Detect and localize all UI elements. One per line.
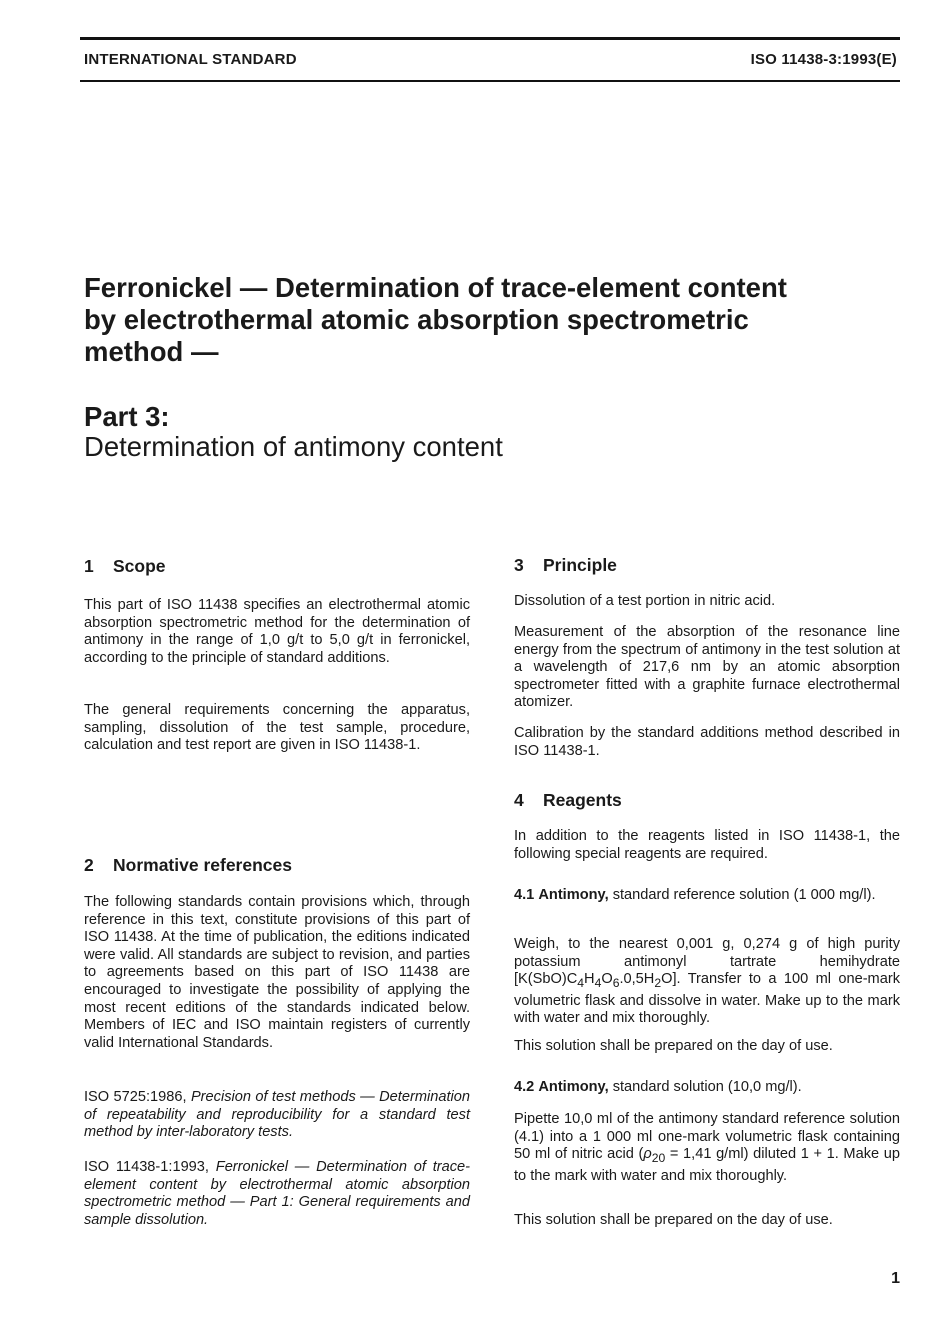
principle-paragraph-3: Calibration by the standard additions method described in ISO 11438-1. [514,725,900,759]
scope-paragraph-1: This part of ISO 11438 specifies an electrothermal atomic absorption spectrometric method for the determination of antimony in the range of 1,0 g/t to 5,0 g/t in ferronickel, according to the principle of standard additions. [84,597,470,666]
principle-paragraph-2: Measurement of the absorption of the resonance line energy from the spectrum of antimony in the test solution at a wavelength of 217,6 nm by an atomic absorption spectrometer fitted with a graphite furnace electrothermal atomizer. [514,624,900,711]
header-rule-top [80,37,900,40]
reagent-4-2-paragraph-1: Pipette 10,0 ml of the antimony standard reference solution (4.1) into a 1 000 ml one-mark volumetric flask containing 50 ml of nitric acid ($\rho_{20} = 1,41$ g/ml) diluted 1 + 1. Make up to the mark with water and mix thoroughly. [514,1111,900,1184]
reagent-name: Antimony, [538,887,609,903]
normative-reference-iso-5725 [84,1089,470,1142]
section-title: Normative references [113,855,292,875]
section-title: Scope [113,556,166,576]
reagent-4-2-heading [514,1079,900,1097]
reference-code: ISO 5725:1986, [84,1089,187,1105]
dilution-text-start: Pipette 10,0 ml of the antimony standard reference solution (4.1) into a 1 000 ml one-mark volumetric flask containing 50 ml of nitric acid ( [514,1111,900,1163]
document-type-label: INTERNATIONAL STANDARD [84,51,297,68]
reference-title: Ferronickel — Determination of trace-element content by electrothermal atomic absorption spectrometric method — Part 1: General requirements and sample dissolution. [84,1159,471,1228]
clause-number: 4.2 [514,1079,535,1095]
reagents-intro: In addition to the reagents listed in ISO 11438-1, the following special reagents are required. [514,828,900,862]
reagent-4-1-paragraph-2: This solution shall be prepared on the day of use. [514,1038,833,1054]
normative-reference-iso-11438-1 [84,1159,470,1229]
clause-number: 4.1 [514,887,535,903]
section-title: Principle [543,555,617,575]
title-line-2: by electrothermal atomic absorption spectrometric [84,304,749,335]
dilution-text-end: = 1,41 g/ml) diluted 1 + 1. Make up to the mark with water and mix thoroughly. [514,1146,900,1184]
title-line-1: Ferronickel — Determination of trace-element content [84,272,787,303]
standard-number: ISO 11438-3:1993(E) [750,51,897,68]
section-number: 1 [84,556,94,576]
page-number: 1 [891,1270,900,1287]
principle-paragraph-1: Dissolution of a test portion in nitric acid. [514,593,776,609]
section-heading-reagents [514,790,622,811]
section-heading-scope [84,556,166,577]
section-heading-principle [514,555,617,576]
section-number: 3 [514,555,524,575]
preparation-text-end: Transfer to a 100 ml one-mark volumetric flask and dissolve in water. Make up to the mark with water and mix thoroughly. [514,971,900,1027]
section-number: 4 [514,790,524,810]
reagent-description: standard solution (10,0 mg/l). [612,1079,802,1095]
part-label: Part 3: [84,401,170,432]
part-subtitle: Determination of antimony content [84,431,503,462]
section-title: Reagents [543,790,622,810]
normative-paragraph-1: The following standards contain provisions which, through reference in this text, constitute provisions of this part of ISO 11438. At the time of publication, the editions indicated were valid. All standards are subject to revision, and parties to agreements based on this part of ISO 11438 are encouraged to investigate the possibility of applying the most recent editions of the standards indicated below. Members of IEC and ISO maintain registers of currently valid International Standards. [84,894,470,1051]
reference-title: Precision of test methods — Determination of repeatability and reproducibility for a standard test method by inter-laboratory tests. [84,1089,470,1141]
reagent-4-2-paragraph-2: This solution shall be prepared on the day of use. [514,1212,833,1228]
reagent-4-1-paragraph-1: Weigh, to the nearest 0,001 g, 0,274 g of high purity potassium antimonyl tartrate hemihydrate $[K(SbO)C_4H_4O_6.0,5H_2O]$. Transfer to a 100 ml one-mark volumetric flask and dissolve in water. Make up to the mark with water and mix thoroughly. [514,936,900,1027]
header-rule-bottom [80,80,900,82]
title-line-3: method — [84,336,219,367]
document-title [84,272,884,368]
scope-paragraph-2: The general requirements concerning the apparatus, sampling, dissolution of the test sample, procedure, calculation and test report are given in ISO 11438-1. [84,702,470,754]
section-number: 2 [84,855,94,875]
preparation-text-start: Weigh, to the nearest 0,001 g, 0,274 g of high purity potassium antimonyl tartrate hemihydrate [K(SbO)C [514,936,900,988]
reagent-name: Antimony, [538,1079,609,1095]
section-heading-normative-references [84,855,292,876]
reagent-4-1-heading [514,887,900,905]
reference-code: ISO 11438-1:1993, [84,1159,209,1175]
reagent-description: standard reference solution (1 000 mg/l). [612,887,876,903]
